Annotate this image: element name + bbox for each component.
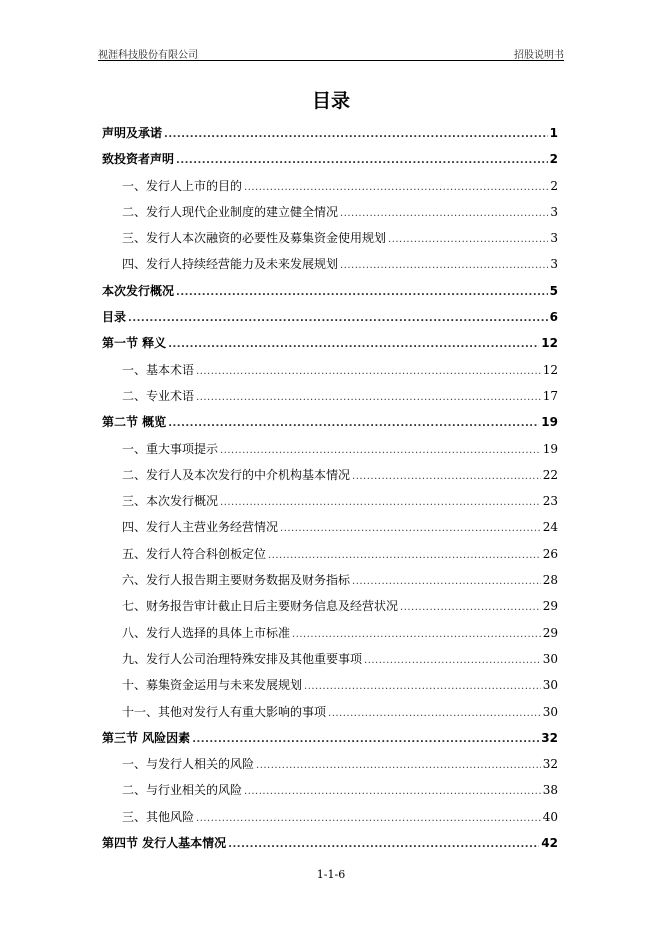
toc-entry[interactable] [102, 282, 558, 308]
toc-entry[interactable] [102, 308, 558, 334]
toc-entry-label: 二、发行人现代企业制度的建立健全情况 [122, 204, 339, 219]
toc-entry[interactable] [102, 229, 558, 255]
toc-entry-page: 6 [549, 310, 558, 325]
toc-entry-page: 3 [550, 231, 558, 246]
toc-entry-page: 19 [542, 441, 558, 456]
toc-entry-page: 26 [542, 546, 558, 561]
toc-entry-label: 四、发行人持续经营能力及未来发展规划 [122, 257, 339, 272]
toc-entry[interactable] [102, 203, 558, 229]
toc-entry-label: 第三节 风险因素 [102, 730, 191, 745]
toc-leader-dots [400, 602, 541, 613]
toc-entry[interactable] [102, 387, 558, 413]
toc-entry[interactable] [102, 755, 558, 781]
toc-entry-page: 30 [542, 678, 558, 693]
toc-leader-dots [220, 497, 541, 508]
toc-entry-page: 5 [549, 283, 558, 298]
toc-entry-label: 三、其他风险 [122, 809, 195, 824]
toc-entry[interactable] [102, 729, 558, 755]
toc-entry-page: 29 [542, 625, 558, 640]
header-doc-type: 招股说明书 [514, 50, 564, 61]
toc-entry[interactable] [102, 466, 558, 492]
toc-entry-page: 22 [542, 467, 558, 482]
toc-leader-dots [220, 445, 541, 456]
toc-entry-page: 42 [541, 836, 558, 851]
toc-entry-label: 目录 [102, 310, 127, 325]
toc-entry[interactable] [102, 440, 558, 466]
toc-entry[interactable] [102, 361, 558, 387]
toc-entry-label: 一、基本术语 [122, 362, 195, 377]
toc-entry[interactable] [102, 571, 558, 597]
toc-entry-label: 八、发行人选择的具体上市标准 [122, 625, 291, 640]
toc-entry-label: 声明及承诺 [102, 126, 163, 140]
toc-leader-dots [388, 234, 548, 245]
toc-entry-label: 一、发行人上市的目的 [122, 178, 243, 193]
toc-entry-label: 第二节 概览 [102, 415, 167, 430]
toc-entry-page: 30 [542, 651, 558, 666]
toc-entry-label: 一、重大事项提示 [122, 441, 219, 456]
header-rule [98, 60, 564, 61]
toc-entry-page: 2 [550, 178, 558, 193]
toc-leader-dots [176, 155, 548, 166]
toc-leader-dots [244, 786, 541, 797]
page-header [98, 44, 564, 60]
toc-entry[interactable] [102, 834, 558, 860]
toc-leader-dots [168, 339, 539, 350]
toc-entry[interactable] [102, 255, 558, 281]
toc-entry-page: 23 [542, 494, 558, 509]
table-of-contents [102, 124, 558, 860]
toc-entry[interactable] [102, 150, 558, 176]
toc-leader-dots [244, 182, 548, 193]
toc-entry[interactable] [102, 124, 558, 150]
toc-leader-dots [196, 813, 541, 824]
toc-entry-page: 12 [542, 362, 558, 377]
toc-entry-label: 三、发行人本次融资的必要性及募集资金使用规划 [122, 231, 387, 246]
toc-entry[interactable] [102, 518, 558, 544]
toc-entry[interactable] [102, 334, 558, 360]
toc-leader-dots [340, 260, 548, 271]
page-title: 目录 [311, 90, 350, 112]
toc-entry[interactable] [102, 808, 558, 834]
toc-entry-page: 17 [542, 388, 558, 403]
toc-leader-dots [176, 287, 548, 298]
toc-entry-page: 29 [542, 599, 558, 614]
toc-entry-label: 第一节 释义 [102, 336, 167, 351]
toc-entry-page: 1 [549, 126, 558, 140]
toc-leader-dots [268, 550, 541, 561]
toc-entry-label: 一、与发行人相关的风险 [122, 757, 255, 772]
toc-entry-page: 3 [550, 204, 558, 219]
toc-leader-dots [256, 760, 541, 771]
toc-entry-label: 二、与行业相关的风险 [122, 783, 243, 798]
toc-entry-page: 24 [542, 520, 558, 535]
page-number: 1-1-6 [316, 868, 346, 881]
toc-leader-dots [364, 655, 541, 666]
toc-entry[interactable] [102, 676, 558, 702]
toc-leader-dots [292, 629, 541, 640]
toc-entry-page: 28 [542, 573, 558, 588]
toc-entry-label: 二、发行人及本次发行的中介机构基本情况 [122, 467, 351, 482]
toc-entry-page: 2 [549, 152, 558, 167]
toc-entry-label: 五、发行人符合科创板定位 [122, 546, 267, 561]
toc-entry-page: 40 [542, 809, 558, 824]
toc-leader-dots [128, 313, 548, 324]
toc-leader-dots [304, 681, 541, 692]
toc-entry-label: 二、专业术语 [122, 388, 195, 403]
toc-entry-page: 30 [542, 704, 558, 719]
toc-entry-label: 七、财务报告审计截止日后主要财务信息及经营状况 [122, 599, 399, 614]
toc-entry[interactable] [102, 597, 558, 623]
toc-entry-label: 四、发行人主营业务经营情况 [122, 520, 279, 535]
toc-entry-label: 十、募集资金运用与未来发展规划 [122, 678, 303, 693]
toc-entry[interactable] [102, 624, 558, 650]
toc-leader-dots [228, 839, 539, 850]
toc-entry-label: 致投资者声明 [102, 152, 175, 167]
toc-entry-page: 19 [541, 415, 558, 430]
toc-entry-label: 三、本次发行概况 [122, 494, 219, 509]
toc-entry-page: 3 [550, 257, 558, 272]
toc-leader-dots [352, 576, 541, 587]
toc-entry[interactable] [102, 413, 558, 439]
header-company: 视涯科技股份有限公司 [98, 50, 198, 61]
toc-entry[interactable] [102, 703, 558, 729]
toc-entry-label: 本次发行概况 [102, 283, 175, 298]
toc-leader-dots [196, 392, 541, 403]
toc-entry-label: 十一、其他对发行人有重大影响的事项 [122, 704, 327, 719]
toc-entry-label: 九、发行人公司治理特殊安排及其他重要事项 [122, 651, 363, 666]
toc-entry[interactable] [102, 492, 558, 518]
toc-entry-page: 12 [541, 336, 558, 351]
toc-entry-label: 第四节 发行人基本情况 [102, 836, 227, 851]
toc-leader-dots [280, 523, 541, 534]
toc-entry[interactable] [102, 650, 558, 676]
toc-entry-label: 六、发行人报告期主要财务数据及财务指标 [122, 573, 351, 588]
toc-leader-dots [352, 471, 541, 482]
toc-leader-dots [340, 208, 548, 219]
toc-leader-dots [196, 366, 541, 377]
toc-entry[interactable] [102, 545, 558, 571]
toc-entry-page: 32 [541, 730, 558, 745]
toc-entry-page: 38 [542, 783, 558, 798]
toc-leader-dots [192, 734, 539, 745]
toc-leader-dots [164, 129, 548, 140]
toc-leader-dots [168, 418, 539, 429]
toc-entry[interactable] [102, 781, 558, 807]
toc-entry-page: 32 [542, 757, 558, 772]
toc-leader-dots [328, 708, 541, 719]
toc-entry[interactable] [102, 177, 558, 203]
